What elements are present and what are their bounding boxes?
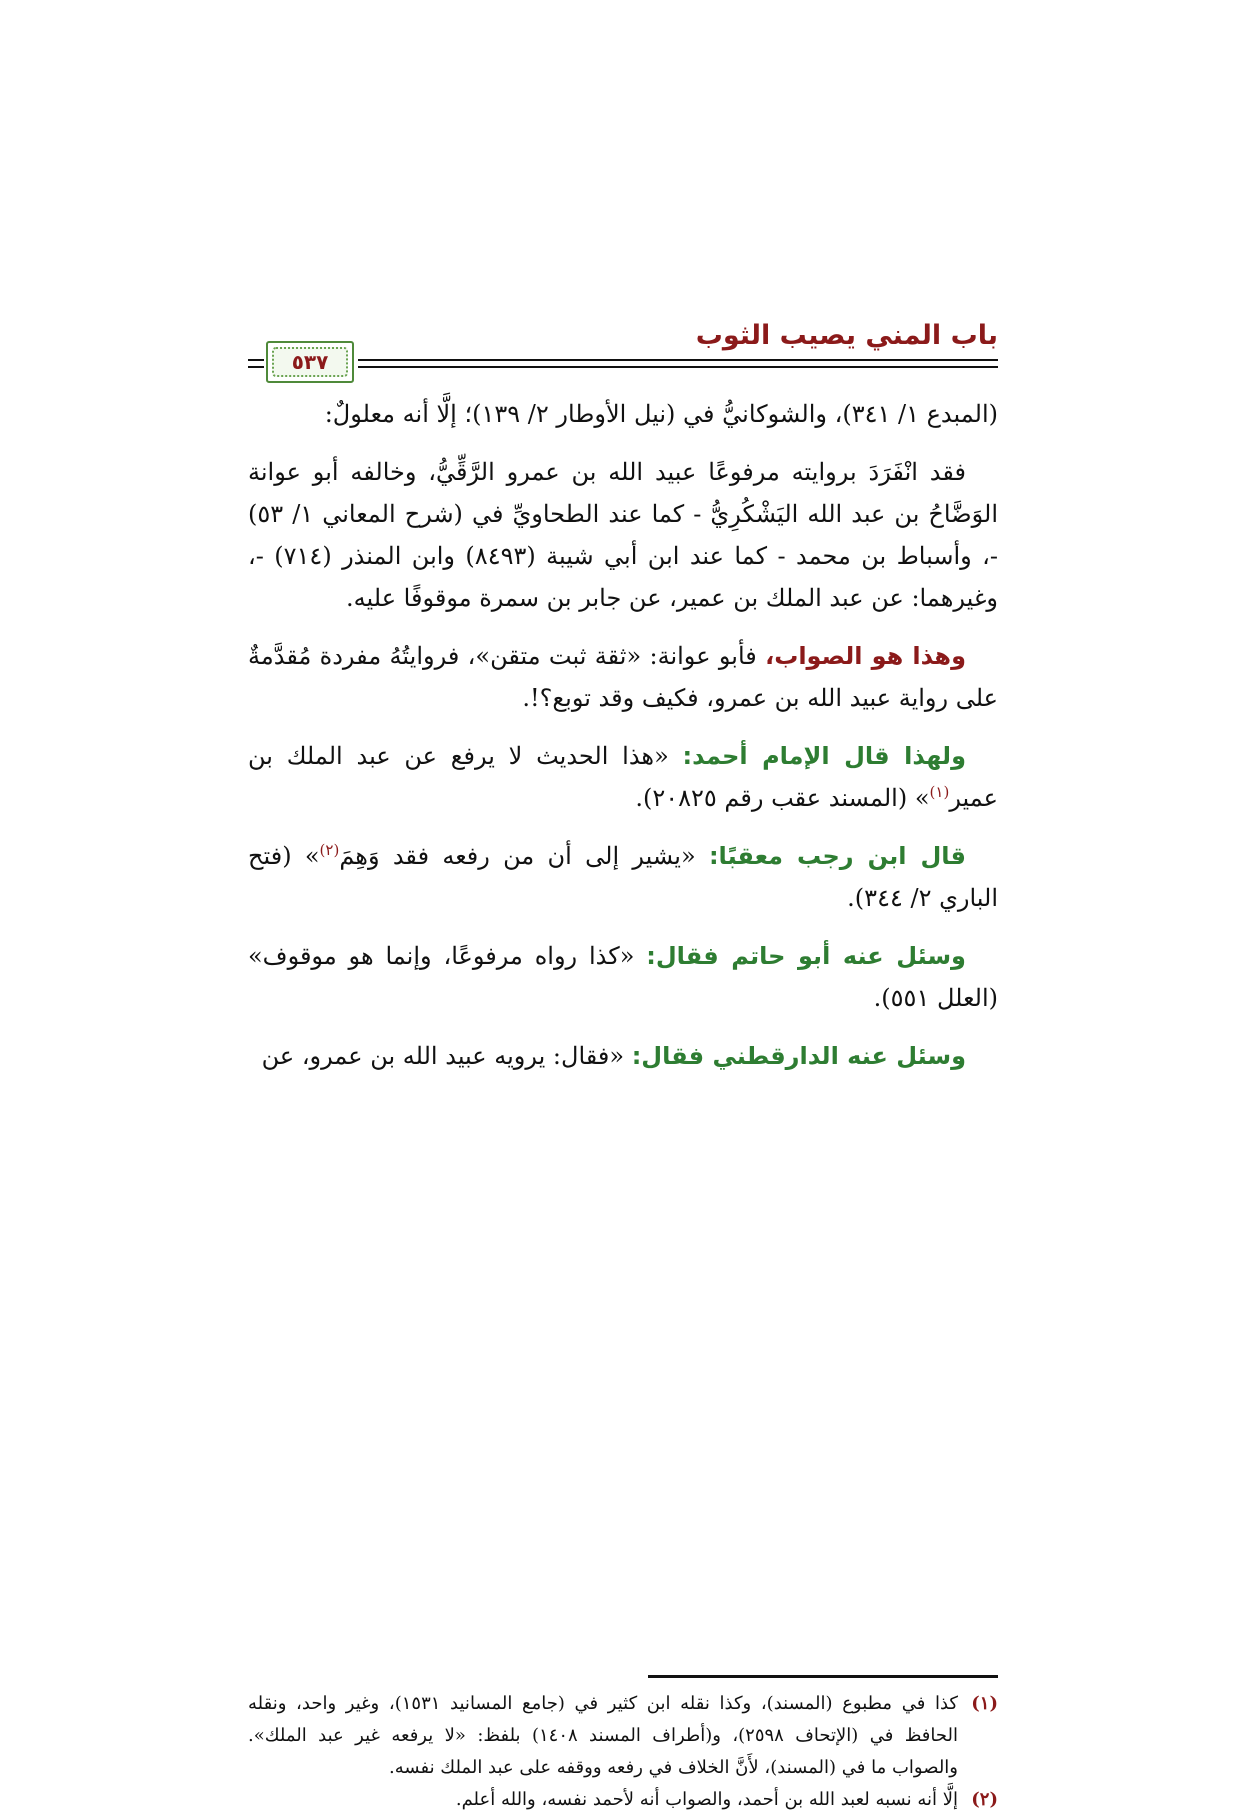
ornament-frame-icon: [272, 347, 348, 377]
footnote-number: (٢): [971, 1789, 998, 1810]
paragraph-text: (المبدع ١/ ٣٤١)، والشوكانيُّ في (نيل الأوطار ٢/ ١٣٩)؛ إلَّا أنه معلولٌ:: [324, 400, 998, 428]
paragraph-lead: وسئل عنه أبو حاتم فقال:: [646, 942, 966, 970]
paragraph: [248, 393, 998, 435]
chapter-title: باب المني يصيب الثوب: [695, 320, 998, 351]
paragraph: [248, 1035, 998, 1077]
paragraph: [248, 635, 998, 719]
page-number: ٥٣٧: [291, 350, 329, 374]
header-rule: [248, 359, 264, 361]
paragraph-lead: ولهذا قال الإمام أحمد:: [682, 742, 966, 770]
paragraph-text: «هذا الحديث لا يرفع عن عبد الملك بن عمير: [248, 742, 998, 812]
main-text: [248, 393, 998, 1093]
footnote-reference[interactable]: (١): [929, 783, 950, 801]
paragraph-text: فأبو عوانة: «ثقة ثبت متقن»، فروايتُهُ مفردة مُقدَّمةٌ على رواية عبيد الله بن عمرو، فكيف وقد توبع؟!.: [248, 642, 998, 712]
paragraph-lead: قال ابن رجب معقبًا:: [708, 842, 966, 870]
paragraph: [248, 451, 998, 619]
footnote: [248, 1688, 998, 1784]
page-number-badge: [266, 341, 354, 383]
footnotes: [248, 1688, 998, 1816]
paragraph-text: فقد انْفَرَدَ بروايته مرفوعًا عبيد الله بن عمرو الرَّقِّيُّ، وخالفه أبو عوانة الوَضَّاحُ بن عبد الله اليَشْكُرِيُّ - كما عند الطحاويِّ في (شرح المعاني ١/ ٥٣) -، وأسباط بن محمد - كما عند ابن أبي شيبة (٨٤٩٣) وابن المنذر (٧١٤) -، وغيرهما: عن عبد الملك بن عمير، عن جابر بن سمرة موقوفًا عليه.: [248, 458, 998, 612]
footnote-number: (١): [971, 1693, 998, 1714]
footnote: [248, 1784, 998, 1816]
page-header: [248, 320, 998, 384]
footnote-divider: [648, 1675, 998, 1678]
paragraph-lead: وسئل عنه الدارقطني فقال:: [631, 1042, 966, 1070]
paragraph-text: » (المسند عقب رقم ٢٠٨٢٥).: [635, 784, 930, 812]
paragraph: [248, 935, 998, 1019]
header-rule: [248, 366, 264, 368]
paragraph: [248, 735, 998, 819]
paragraph-text: » (فتح الباري ٢/ ٣٤٤).: [248, 842, 998, 912]
header-rule: [358, 366, 998, 368]
footnote-text: إلَّا أنه نسبه لعبد الله بن أحمد، والصواب أنه لأحمد نفسه، والله أعلم.: [455, 1789, 958, 1810]
header-rule: [358, 359, 998, 361]
paragraph-text: «فقال: يرويه عبيد الله بن عمرو، عن: [261, 1042, 632, 1070]
footnote-text: كذا في مطبوع (المسند)، وكذا نقله ابن كثير في (جامع المسانيد ١٥٣١)، وغير واحد، ونقله الحافظ في (الإتحاف ٢٥٩٨)، و(أطراف المسند ١٤٠٨) بلفظ: «لا يرفعه غير عبد الملك». والصواب ما في (المسند)، لأَنَّ الخلاف في رفعه ووقفه على عبد الملك نفسه.: [248, 1693, 958, 1778]
paragraph-text: «كذا رواه مرفوعًا، وإنما هو موقوف» (العلل ٥٥١).: [248, 942, 998, 1012]
paragraph: [248, 835, 998, 919]
paragraph-lead: وهذا هو الصواب،: [765, 642, 966, 670]
paragraph-text: «يشير إلى أن من رفعه فقد وَهِمَ: [339, 842, 709, 870]
footnote-reference[interactable]: (٢): [319, 841, 340, 859]
